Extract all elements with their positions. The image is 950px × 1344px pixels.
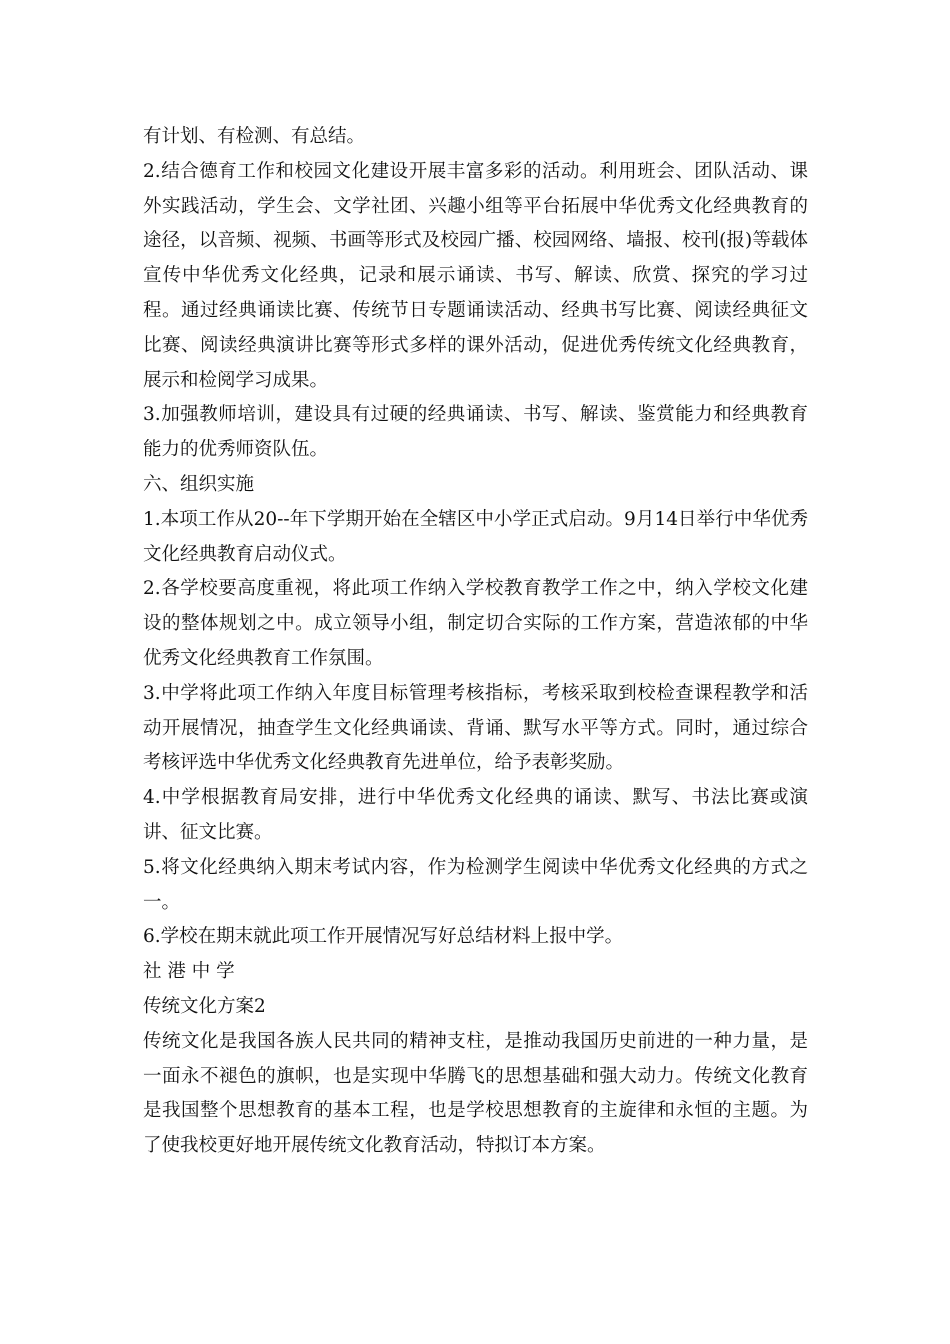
document-title-plan-2: 传统文化方案2: [143, 995, 266, 1017]
paragraph-launch: 1.本项工作从20--年下学期开始在全辖区中小学正式启动。9月14日举行中华优秀文化经典教育启动仪式。: [143, 508, 808, 565]
paragraph-exams: 5.将文化经典纳入期末考试内容，作为检测学生阅读中华优秀文化经典的方式之一。: [143, 856, 808, 913]
paragraph-teacher-training: 3.加强教师培训，建设具有过硬的经典诵读、书写、解读、鉴赏能力和经典教育能力的优秀师资队伍。: [143, 404, 808, 461]
paragraph-summary-tail: 有计划、有检测、有总结。: [143, 126, 366, 147]
paragraph-school-attention: 2.各学校要高度重视，将此项工作纳入学校教育教学工作之中，纳入学校文化建设的整体规划之中。成立领导小组，制定切合实际的工作方案，营造浓郁的中华优秀文化经典教育工作氛围。: [143, 578, 808, 669]
paragraph-report: 6.学校在期末就此项工作开展情况写好总结材料上报中学。: [143, 926, 624, 948]
section-heading-organization: 六、组织实施: [143, 473, 255, 495]
paragraph-assessment: 3.中学将此项工作纳入年度目标管理考核指标，考核采取到校检查课程教学和活动开展情况，抽查学生文化经典诵读、背诵、默写水平等方式。同时，通过综合考核评选中华优秀文化经典教育先进单位，给予表彰奖励。: [143, 682, 808, 774]
document-page: [143, 120, 808, 1164]
paragraph-competitions: 4.中学根据教育局安排，进行中华优秀文化经典的诵读、默写、书法比赛或演讲、征文比赛。: [143, 787, 808, 843]
paragraph-introduction: 传统文化是我国各族人民共同的精神支柱，是推动我国历史前进的一种力量，是一面永不褪色的旗帜，也是实现中华腾飞的思想基础和强大动力。传统文化教育是我国整个思想教育的基本工程，也是学校思想教育的主旋律和永恒的主题。为了使我校更好地开展传统文化教育活动，特拟订本方案。: [143, 1030, 808, 1157]
school-signature: 社 港 中 学: [143, 961, 235, 983]
paragraph-activities: 2.结合德育工作和校园文化建设开展丰富多彩的活动。利用班会、团队活动、课外实践活动，学生会、文学社团、兴趣小组等平台拓展中华优秀文化经典教育的途径，以音频、视频、书画等形式及校园广播、校园网络、墙报、校刊(报)等载体宣传中华优秀文化经典，记录和展示诵读、书写、解读、欣赏、探究的学习过程。通过经典诵读比赛、传统节日专题诵读活动、经典书写比赛、阅读经典征文比赛、阅读经典演讲比赛等形式多样的课外活动，促进优秀传统文化经典教育，展示和检阅学习成果。: [143, 160, 808, 391]
